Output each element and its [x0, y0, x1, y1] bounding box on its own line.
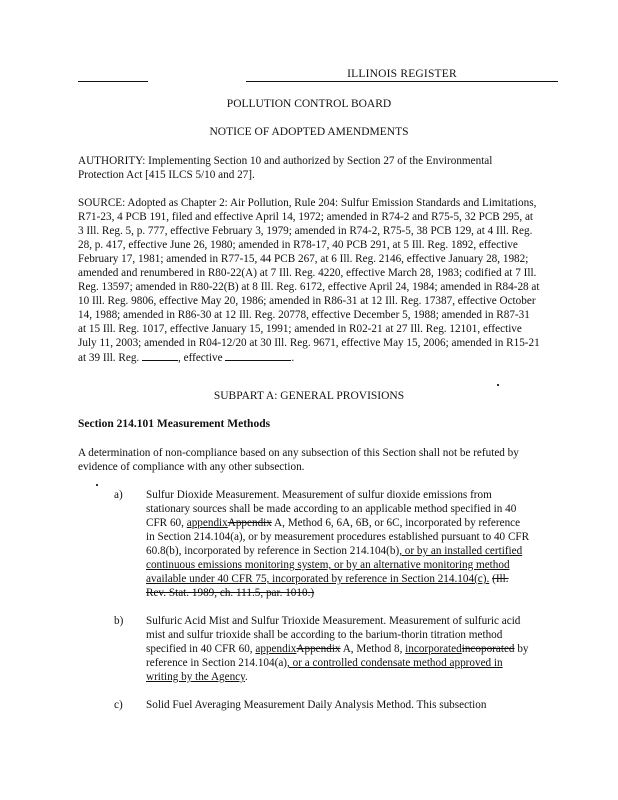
scan-speck	[96, 484, 98, 486]
inserted-text: appendix	[255, 643, 297, 655]
notice-title: NOTICE OF ADOPTED AMENDMENTS	[209, 126, 409, 138]
header-blank-line	[78, 81, 148, 82]
subsection-c-text-1: Solid Fuel Averaging Measurement Daily Analysis Method. This subsection	[146, 699, 487, 711]
subsection-b-text	[146, 614, 530, 684]
subsection-a-text-1: Sulfur Dioxide Measurement. Measurement of sulfur dioxide emissions from stationary sources shall be made according to an applicable method specified in 40 CFR 60,	[146, 489, 517, 529]
inserted-text: , or by an installed certified continuous emissions monitoring system, or by an alternative monitoring method available under 40 CFR 75, incorporated by reference in Section 214.104(c).	[146, 545, 523, 585]
inserted-text: appendix	[186, 517, 228, 529]
source-end: .	[291, 352, 295, 364]
scan-speck	[497, 384, 499, 386]
subpart-title: SUBPART A: GENERAL PROVISIONS	[213, 390, 405, 402]
agency-name: POLLUTION CONTROL BOARD	[226, 98, 392, 110]
authority-text: AUTHORITY: Implementing Section 10 and authorized by Section 27 of the Environmental Protection Act [415 ILCS 5/10 and 27].	[78, 155, 493, 181]
subsection-b-label: b)	[114, 615, 124, 627]
source-paragraph	[78, 196, 540, 365]
subsection-b-text-3: by reference in Section 214.104(a)	[146, 643, 529, 669]
subsection-a-label: a)	[114, 489, 123, 501]
section-intro	[78, 446, 540, 474]
register-header	[78, 68, 538, 84]
section-intro-text: A determination of non-compliance based on any subsection of this Section shall not be refuted by evidence of compliance with any other subsection.	[78, 447, 519, 473]
reg-page-blank	[142, 350, 178, 361]
subsection-a	[78, 488, 540, 608]
subsection-c-label: c)	[114, 699, 123, 711]
register-title: ILLINOIS REGISTER	[347, 68, 457, 80]
section-heading: Section 214.101 Measurement Methods	[78, 418, 271, 430]
deleted-text: Appendix	[227, 517, 272, 529]
effective-date-blank	[225, 350, 291, 361]
deleted-text: incoporated	[461, 643, 515, 655]
source-tail: , effective	[178, 352, 223, 364]
authority-paragraph	[78, 154, 540, 182]
subsection-c-text	[146, 698, 530, 712]
subsection-a-text-2: A, Method 6, 6A, 6B, or 6C, incorporated by reference in Section 214.104(a), or by measurement procedures established pursuant to 40 CFR 60.8(b), incorporated by reference in Section 214.104(b)	[146, 517, 530, 557]
source-text	[78, 196, 540, 365]
subsection-b	[78, 614, 540, 686]
subsection-b-text-2: A, Method 8,	[340, 643, 406, 655]
subsection-b-text-4: .	[245, 671, 248, 683]
inserted-text: , or a controlled condensate method approved in writing by the Agency	[146, 657, 503, 683]
inserted-text: incorporated	[405, 643, 462, 655]
subsection-c	[78, 698, 540, 714]
source-body: SOURCE: Adopted as Chapter 2: Air Pollution, Rule 204: Sulfur Emission Standards and Limitations, R71-23, 4 PCB 191, filed and effective April 14, 1972; amended in R74-2 and R75-5, 32 PCB 295, at 3 Ill. Reg. 5, p. 777, effective February 3, 1979; amended in R74-2, R75-5, 38 PCB 129, at 4 Ill. Reg. 28, p. 417, effective June 26, 1980; amended in R78-17, 40 PCB 291, at 5 Ill. Reg. 1892, effective February 17, 1981; amended in R77-15, 44 PCB 267, at 6 Ill. Reg. 2146, effective January 28, 1982; amended and renumbered in R80-22(A) at 7 Ill. Reg. 4220, effective March 28, 1983; codified at 7 Ill. Reg. 13597; amended in R80-22(B) at 8 Ill. Reg. 6172, effective April 24, 1984; amended in R84-28 at 10 Ill. Reg. 9806, effective May 20, 1986; amended in R86-31 at 12 Ill. Reg. 17387, effective October 14, 1988; amended in R86-30 at 12 Ill. Reg. 20778, effective December 5, 1988; amended in R87-31 at 15 Ill. Reg. 1017, effective January 15, 1991; amended in R02-21 at 27 Ill. Reg. 12101, effective July 11, 2003; amended in R04-12/20 at 30 Ill. Reg. 9671, effective May 15, 2006; amended in R15-21 at 39 Ill. Reg.	[78, 197, 540, 364]
deleted-text: (Ill. Rev. Stat. 1989, ch. 111.5, par. 1010.)	[146, 573, 509, 599]
subsection-b-text-1: Sulfuric Acid Mist and Sulfur Trioxide Measurement. Measurement of sulfuric acid mist and sulfur trioxide shall be according to the barium-thorin titration method specified in 40 CFR 60,	[146, 615, 521, 655]
deleted-text: Appendix	[296, 643, 341, 655]
header-underline	[246, 81, 558, 82]
subsection-a-text	[146, 488, 530, 600]
